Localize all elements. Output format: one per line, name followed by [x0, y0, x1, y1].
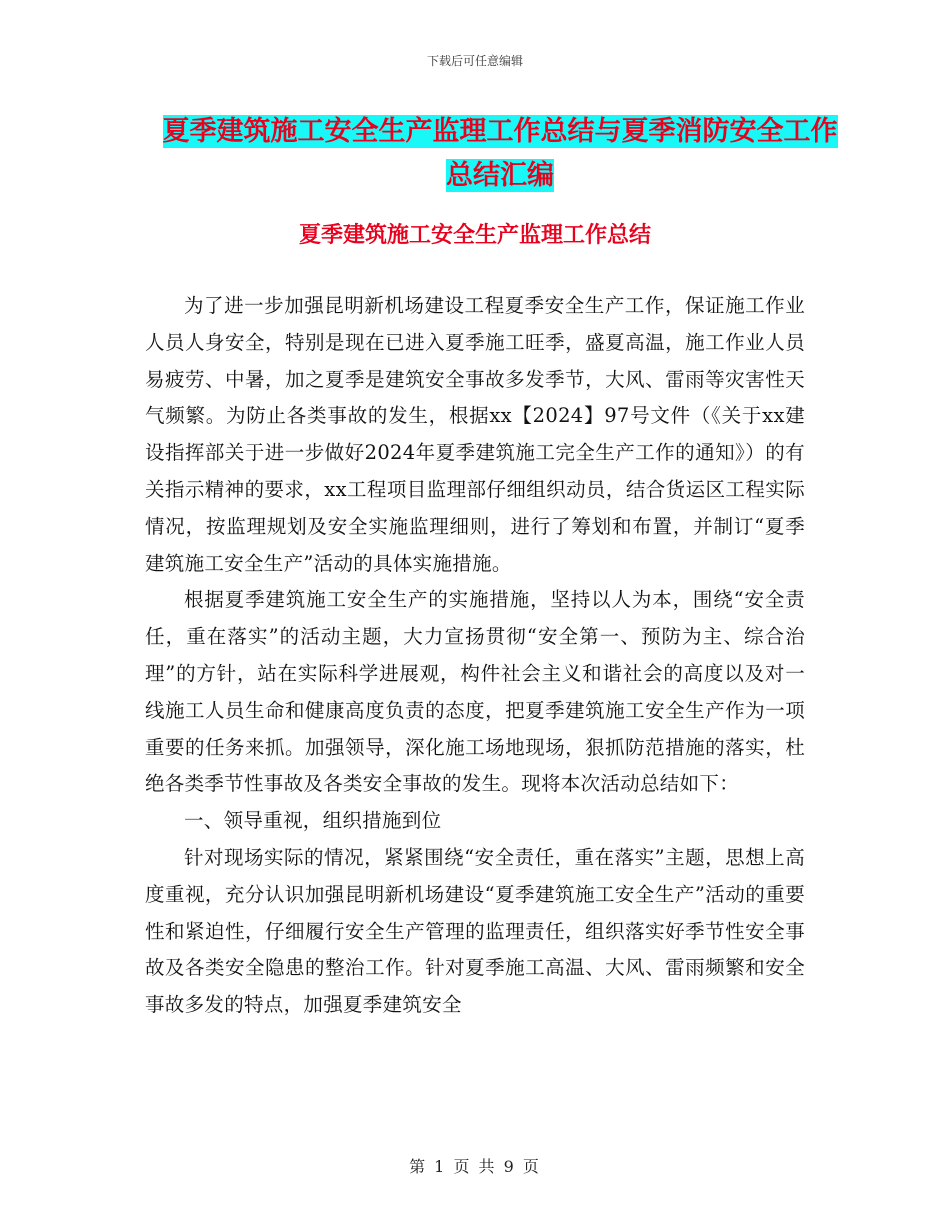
paragraph-2: 根据夏季建筑施工安全生产的实施措施，坚持以人为本，围绕“安全责任，重在落实”的活动主题，大力宣扬贯彻“安全第一、预防为主、综合治理”的方针，站在实际科学进展观，构件社会主义和谐社会的高度以及对一线施工人员生命和健康高度负责的态度，把夏季建筑施工安全生产作为一项重要的任务来抓。加强领导，深化施工场地现场，狠抓防范措施的落实，杜绝各类季节性事故及各类安全事故的发生。现将本次活动总结如下：	[145, 588, 805, 796]
paragraph-3: 针对现场实际的情况，紧紧围绕“安全责任，重在落实”主题，思想上高度重视，充分认识加强昆明新机场建设“夏季建筑施工安全生产”活动的重要性和紧迫性，仔细履行安全生产管理的监理责任，组织落实好季节性安全事故及各类安全隐患的整治工作。针对夏季施工高温、大风、雷雨频繁和安全事故多发的特点，加强夏季建筑安全	[145, 845, 805, 1017]
paragraph-1: 为了进一步加强昆明新机场建设工程夏季安全生产工作，保证施工作业人员人身安全，特别是现在已进入夏季施工旺季，盛夏高温，施工作业人员易疲劳、中暑，加之夏季是建筑安全事故多发季节，大风、雷雨等灾害性天气频繁。为防止各类事故的发生，根据xx【2024】97号文件（《关于xx建设指挥部关于进一步做好2024年夏季建筑施工完全生产工作的通知》）的有关指示精神的要求，xx工程项目监理部仔细组织动员，结合货运区工程实际情况，按监理规划及安全实施监理细则，进行了筹划和布置，并制订“夏季建筑施工安全生产”活动的具体实施措施。	[145, 294, 805, 575]
document-body	[145, 288, 805, 1024]
section-title: 夏季建筑施工安全生产监理工作总结	[298, 223, 651, 248]
page-header-note: 下载后可任意编辑	[426, 54, 523, 68]
heading-1-leadership: 一、领导重视，组织措施到位	[184, 809, 442, 833]
document-title	[150, 110, 850, 198]
document-title-text: 夏季建筑施工安全生产监理工作总结与夏季消防安全工作总结汇编	[162, 116, 838, 191]
page-number: 第 1 页 共 9 页	[409, 1157, 541, 1176]
